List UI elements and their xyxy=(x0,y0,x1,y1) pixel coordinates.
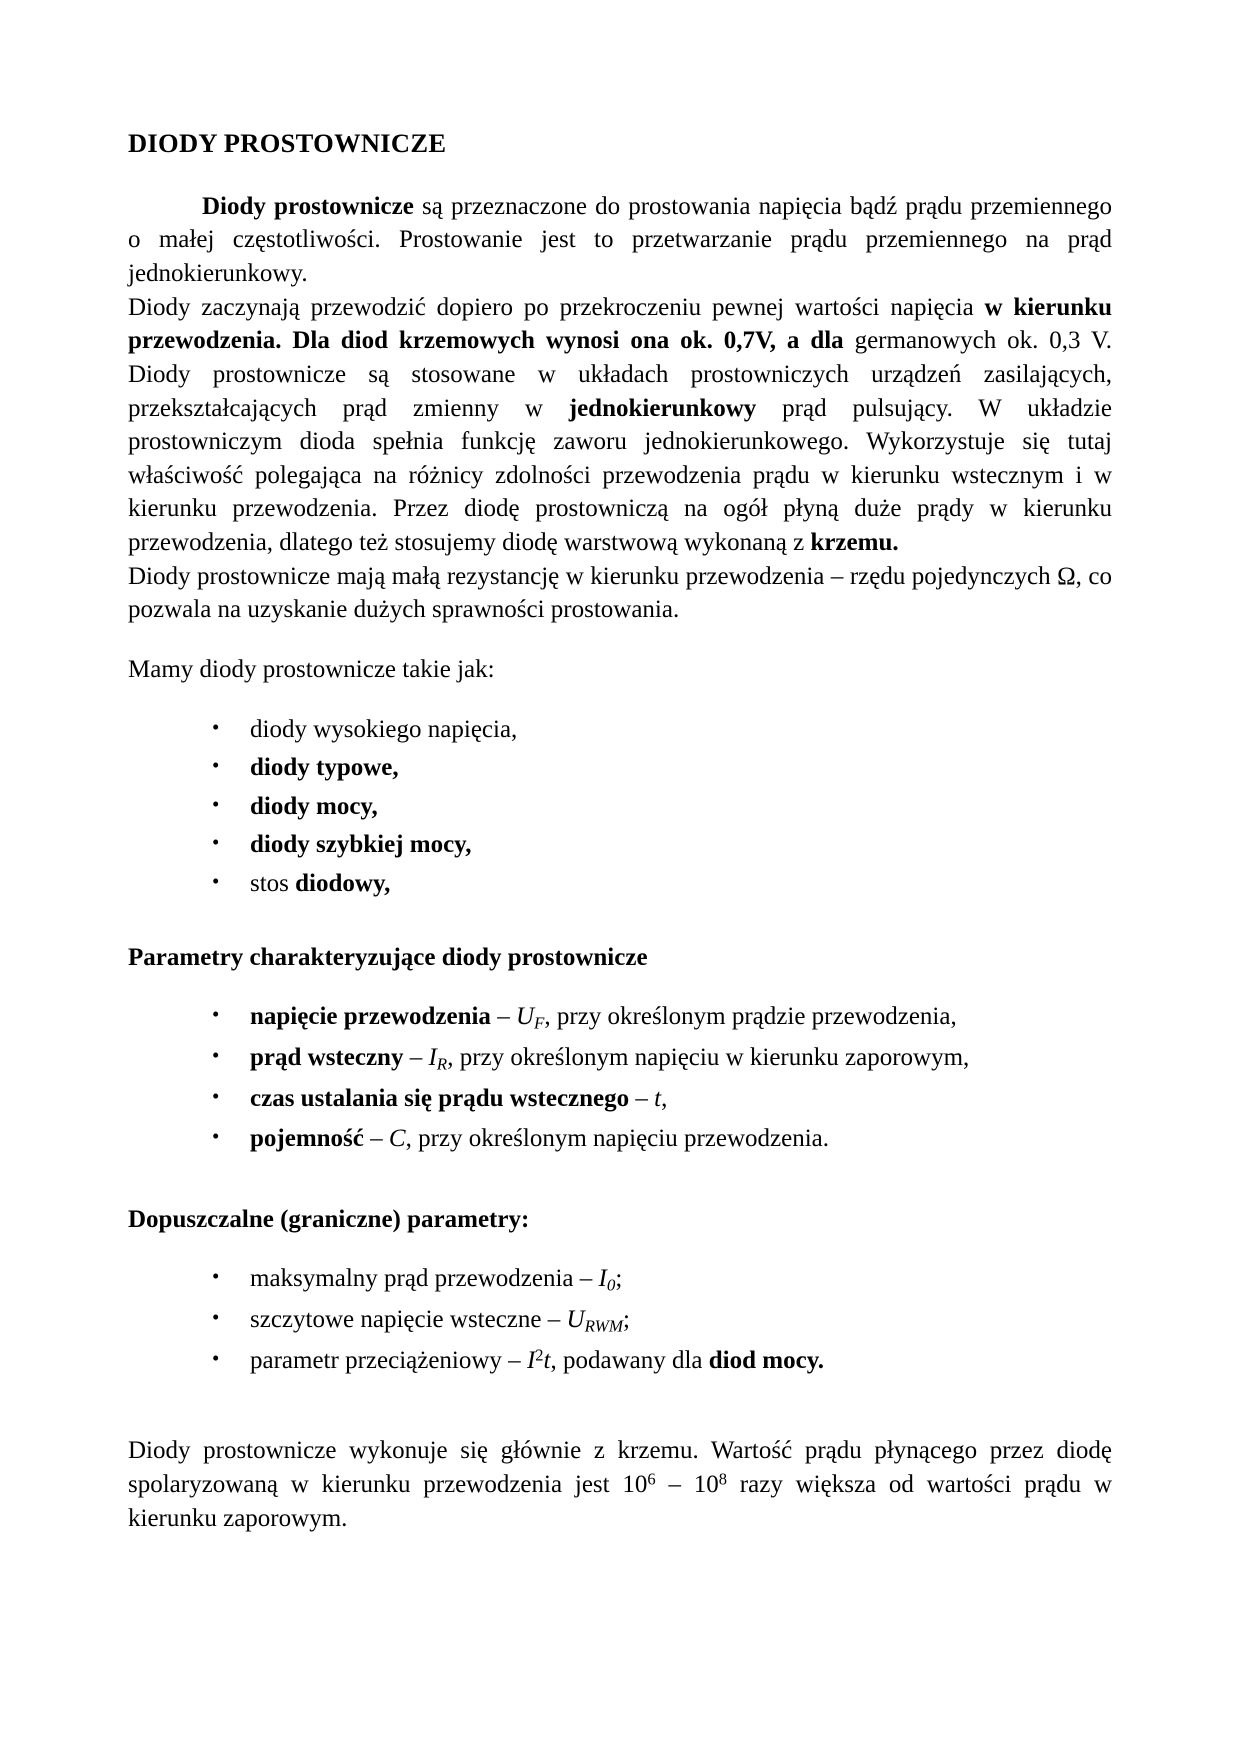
list-item xyxy=(212,1303,1112,1337)
param-rest: , przy określonym napięciu w kierunku zaporowym, xyxy=(447,1043,970,1071)
list-item xyxy=(212,713,1112,747)
spacer xyxy=(128,1236,1112,1262)
spacer xyxy=(128,901,1112,941)
limits-section-heading: Dopuszczalne (graniczne) parametry: xyxy=(128,1205,530,1233)
list-item-label: diody mocy, xyxy=(250,792,378,820)
intro-p2-bold-1: w kierunku przewodzenia. Dla diod krzemowych wynosi ona ok. 0,7V, a dla xyxy=(128,293,1112,355)
param-subscript: R xyxy=(436,1054,448,1074)
intro-p2-bold-2: jednokierunkowy xyxy=(568,394,757,422)
list-item xyxy=(212,1122,1112,1156)
intro-bold-lead: Diody prostownicze xyxy=(202,192,414,220)
closing-paragraph xyxy=(128,1434,1112,1535)
list-item xyxy=(212,867,1112,901)
limit-params-list xyxy=(128,1262,1112,1377)
param-dash: – xyxy=(403,1043,429,1071)
param-symbol-group xyxy=(515,1003,545,1033)
intro-p2-e: prąd pulsujący. W układzie prostowniczym dioda spełnia funkcję zaworu jednokierunkowego. Wykorzystuje się tutaj właściwość polegająca na różnicy zdolności przewodzenia prądu w kierunku wstecznym i w kierunku przewodzenia. Przez diodę prostowniczą na ogół płyną duże prądy w kierunku przewodzenia, dlatego też stosujemy diodę warstwową wykonaną z xyxy=(128,394,1112,557)
limit-suffix: ; xyxy=(615,1265,623,1293)
param-symbol-group xyxy=(428,1043,448,1074)
limit-symbol: I xyxy=(526,1346,536,1374)
limit-symbol-group xyxy=(566,1306,623,1336)
characteristic-params-list xyxy=(128,1000,1112,1156)
limit-suffix-bold: diod mocy. xyxy=(708,1346,825,1374)
list-item xyxy=(212,1262,1112,1296)
spacer xyxy=(128,627,1112,653)
intro-paragraph-1 xyxy=(128,190,1112,291)
param-symbol: I xyxy=(428,1043,437,1071)
param-label: czas ustalania się prądu wstecznego xyxy=(250,1084,630,1112)
list-item-label: diody szybkiej mocy, xyxy=(250,831,472,859)
spacer xyxy=(128,687,1112,713)
param-dash: – xyxy=(490,1003,516,1031)
list-item-label: diody wysokiego napięcia, xyxy=(250,715,518,743)
param-symbol: C xyxy=(388,1125,406,1153)
closing-superscript-2: 8 xyxy=(718,1469,727,1489)
list-item-label-plain: stos xyxy=(250,870,296,898)
limit-suffix: , podawany dla xyxy=(550,1346,709,1374)
closing-superscript-1: 6 xyxy=(647,1469,656,1489)
limit-subscript: 0 xyxy=(606,1275,616,1295)
limit-subscript: RWM xyxy=(584,1316,623,1336)
param-rest: , przy określonym napięciu przewodzenia. xyxy=(405,1125,830,1153)
limit-prefix: szczytowe napięcie wsteczne – xyxy=(250,1306,567,1334)
limit-prefix: maksymalny prąd przewodzenia – xyxy=(250,1265,599,1293)
intro-p2-a: Diody zaczynają przewodzić dopiero po przekroczeniu pewnej wartości napięcia xyxy=(128,293,985,321)
param-rest: , xyxy=(661,1084,668,1112)
page-title: DIODY PROSTOWNICZE xyxy=(128,128,447,158)
closing-c: razy większa od wartości prądu w kierunku zaporowym. xyxy=(128,1470,1113,1532)
list-item xyxy=(212,1041,1112,1075)
param-symbol: t xyxy=(654,1084,662,1112)
spacer xyxy=(128,1163,1112,1203)
limit-symbol-group xyxy=(598,1265,616,1295)
closing-a: Diody prostownicze wykonuje się głównie z krzemu. Wartość prądu płynącego przez diodę spolaryzowaną w kierunku przewodzenia jest 10 xyxy=(128,1437,1112,1498)
params-section-heading: Parametry charakteryzujące diody prostownicze xyxy=(128,943,648,971)
intro-paragraph-1-rest: są przeznaczone do prostowania napięcia bądź prądu przemiennego o małej częstotliwości. Prostowanie jest to przetwarzanie prądu przemiennego na prąd jednokierunkowy. xyxy=(128,192,1112,288)
param-dash: – xyxy=(363,1125,389,1153)
list-item-label-bold: diodowy, xyxy=(295,870,391,898)
param-subscript: F xyxy=(534,1013,545,1033)
intro-paragraph-3: Diody prostownicze mają małą rezystancję w kierunku przewodzenia – rzędu pojedynczych Ω, co pozwala na uzyskanie dużych sprawności prostowania. xyxy=(128,562,1112,624)
list-item xyxy=(212,1082,1112,1116)
param-dash: – xyxy=(629,1084,655,1112)
param-symbol: U xyxy=(515,1003,534,1031)
intro-paragraph-2 xyxy=(128,291,1112,560)
intro-p2-bold-3: krzemu. xyxy=(810,529,899,557)
list-item xyxy=(212,1000,1112,1034)
list-item xyxy=(212,828,1112,862)
limit-symbol-group xyxy=(527,1347,551,1374)
list-item xyxy=(212,1344,1112,1378)
limit-symbol-secondary: t xyxy=(543,1346,551,1374)
param-label: napięcie przewodzenia xyxy=(250,1003,491,1031)
diode-types-list xyxy=(128,713,1112,901)
spacer xyxy=(128,1384,1112,1434)
types-lead-in: Mamy diody prostownicze takie jak: xyxy=(128,655,495,683)
spacer xyxy=(128,974,1112,1000)
param-rest: , przy określonym prądzie przewodzenia, xyxy=(544,1003,957,1031)
list-item-label: diody typowe, xyxy=(250,754,399,782)
list-item xyxy=(212,790,1112,824)
list-item xyxy=(212,751,1112,785)
param-label: pojemność xyxy=(250,1125,364,1153)
limit-prefix: parametr przeciążeniowy – xyxy=(250,1346,527,1374)
limit-symbol: I xyxy=(598,1265,607,1293)
limit-superscript: 2 xyxy=(535,1345,544,1365)
intro-p2-c: germanowych ok. 0,3 V. Diody prostownicze są stosowane w układach prostowniczych urządzeń zasilających, przekształcających prąd zmienny w xyxy=(128,327,1113,422)
param-label: prąd wsteczny xyxy=(250,1043,404,1071)
closing-b: – 10 xyxy=(655,1470,719,1498)
limit-suffix: ; xyxy=(622,1306,630,1334)
limit-symbol: U xyxy=(566,1306,585,1334)
